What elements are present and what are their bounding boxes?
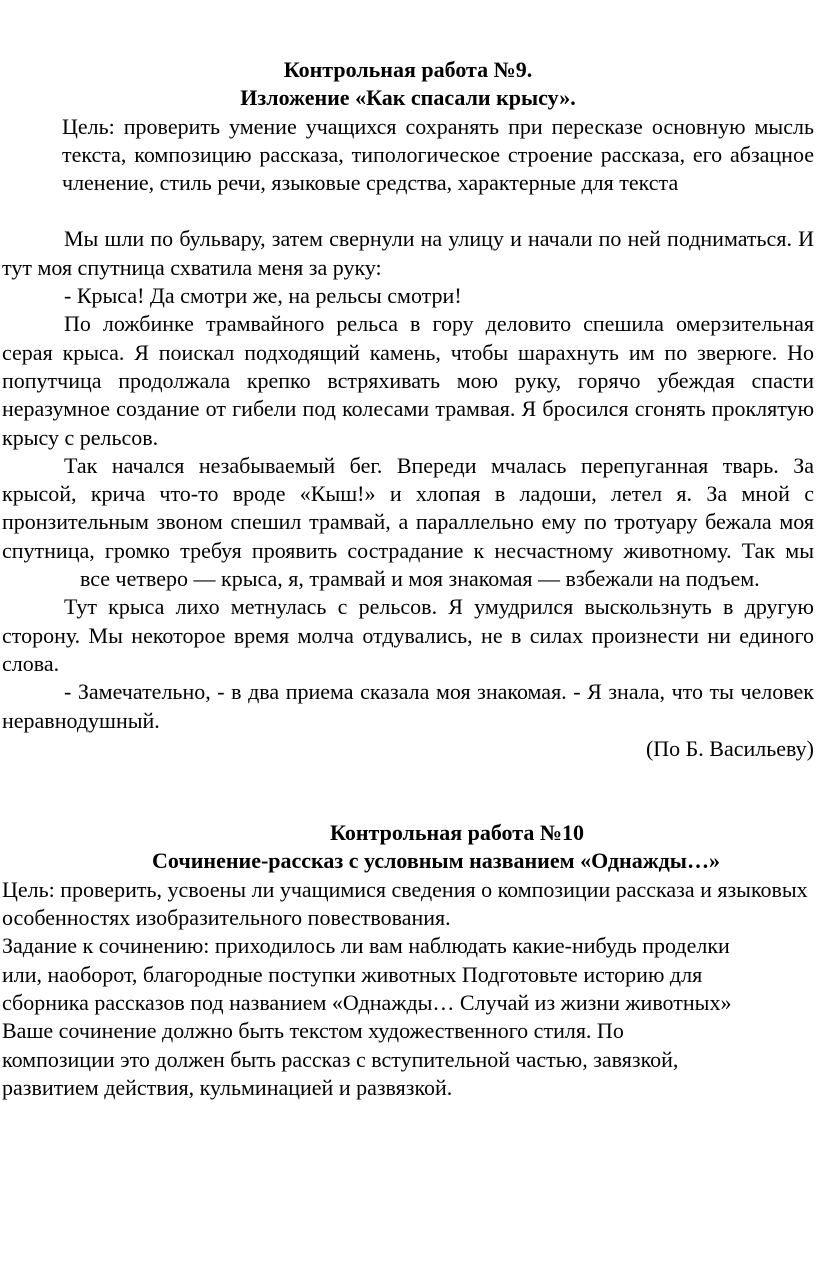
work10-task-line: композиции это должен быть рассказ с вступительной частью, завязкой, bbox=[2, 1046, 679, 1072]
text-paragraph: Мы шли по бульвару, затем свернули на улицу и начали по ней подниматься. И тут моя спутница схватила меня за руку: bbox=[2, 226, 814, 280]
text-paragraph: - Крыса! Да смотри же, на рельсы смотри! bbox=[64, 283, 462, 309]
text-fragment: все четверо — крыса, я, трамвай и моя знакомая — взбежали на подъем. bbox=[80, 566, 760, 592]
work10-task-line: или, наоборот, благородные поступки животных Подготовьте историю для bbox=[2, 961, 703, 987]
work10-task-line: Ваше сочинение должно быть текстом художественного стиля. По bbox=[2, 1018, 624, 1044]
work10-title: Контрольная работа №10 bbox=[330, 820, 584, 846]
work9-title: Контрольная работа №9. bbox=[283, 57, 533, 82]
work10-task-line: сборника рассказов под названием «Однажды… Случай из жизни животных» bbox=[2, 989, 732, 1015]
work10-subtitle: Сочинение-рассказ с условным названием «Однажды…» bbox=[152, 848, 720, 874]
document-page bbox=[0, 56, 816, 1102]
source-attribution: (По Б. Васильеву) bbox=[645, 735, 814, 761]
work10-task-line: Задание к сочинению: приходилось ли вам наблюдать какие-нибудь проделки bbox=[2, 933, 730, 959]
text-fragment: Так начался незабываемый бег. Впереди мчалась перепуганная тварь. За крысой, крича что-то вроде «Кыш!» и хлопая в ладоши, летел я. За мной с пронзительным звоном спешил трамвай, а параллельно ему по тротуару бежала моя спутница, громко требуя проявить сострадание к несчастному животному. Так мы bbox=[2, 452, 814, 563]
work10-goal: Цель: проверить, усвоены ли учащимися сведения о композиции рассказа и языковых особенностях изобразительного повествования. bbox=[2, 876, 808, 931]
text-paragraph: Тут крыса лихо метнулась с рельсов. Я умудрился выскользнуть в другую сторону. Мы некоторое время молча отдувались, не в силах произнести ни единого слова. bbox=[2, 594, 814, 676]
spacer bbox=[0, 197, 816, 225]
text-paragraph bbox=[0, 452, 816, 593]
work10-task-line: развитием действия, кульминацией и развязкой. bbox=[2, 1074, 453, 1100]
work9-subtitle: Изложение «Как спасали крысу». bbox=[240, 85, 576, 111]
text-paragraph: - Замечательно, - в два приема сказала моя знакомая. - Я знала, что ты человек неравнодушный. bbox=[2, 679, 814, 733]
section-spacer bbox=[0, 763, 816, 819]
text-paragraph: По ложбинке трамвайного рельса в гору деловито спешила омерзительная серая крыса. Я поискал подходящий камень, чтобы шарахнуть им по зверюге. Но попутчица продолжала крепко встряхивать мою руку, горячо убеждая спасти неразумное создание от гибели под колесами трамвая. Я бросился сгонять проклятую крысу с рельсов. bbox=[2, 311, 814, 450]
work9-goal: Цель: проверить умение учащихся сохранять при пересказе основную мысль текста, композицию рассказа, типологическое строение рассказа, его абзацное членение, стиль речи, языковые средства, характерные для текста bbox=[62, 113, 814, 196]
